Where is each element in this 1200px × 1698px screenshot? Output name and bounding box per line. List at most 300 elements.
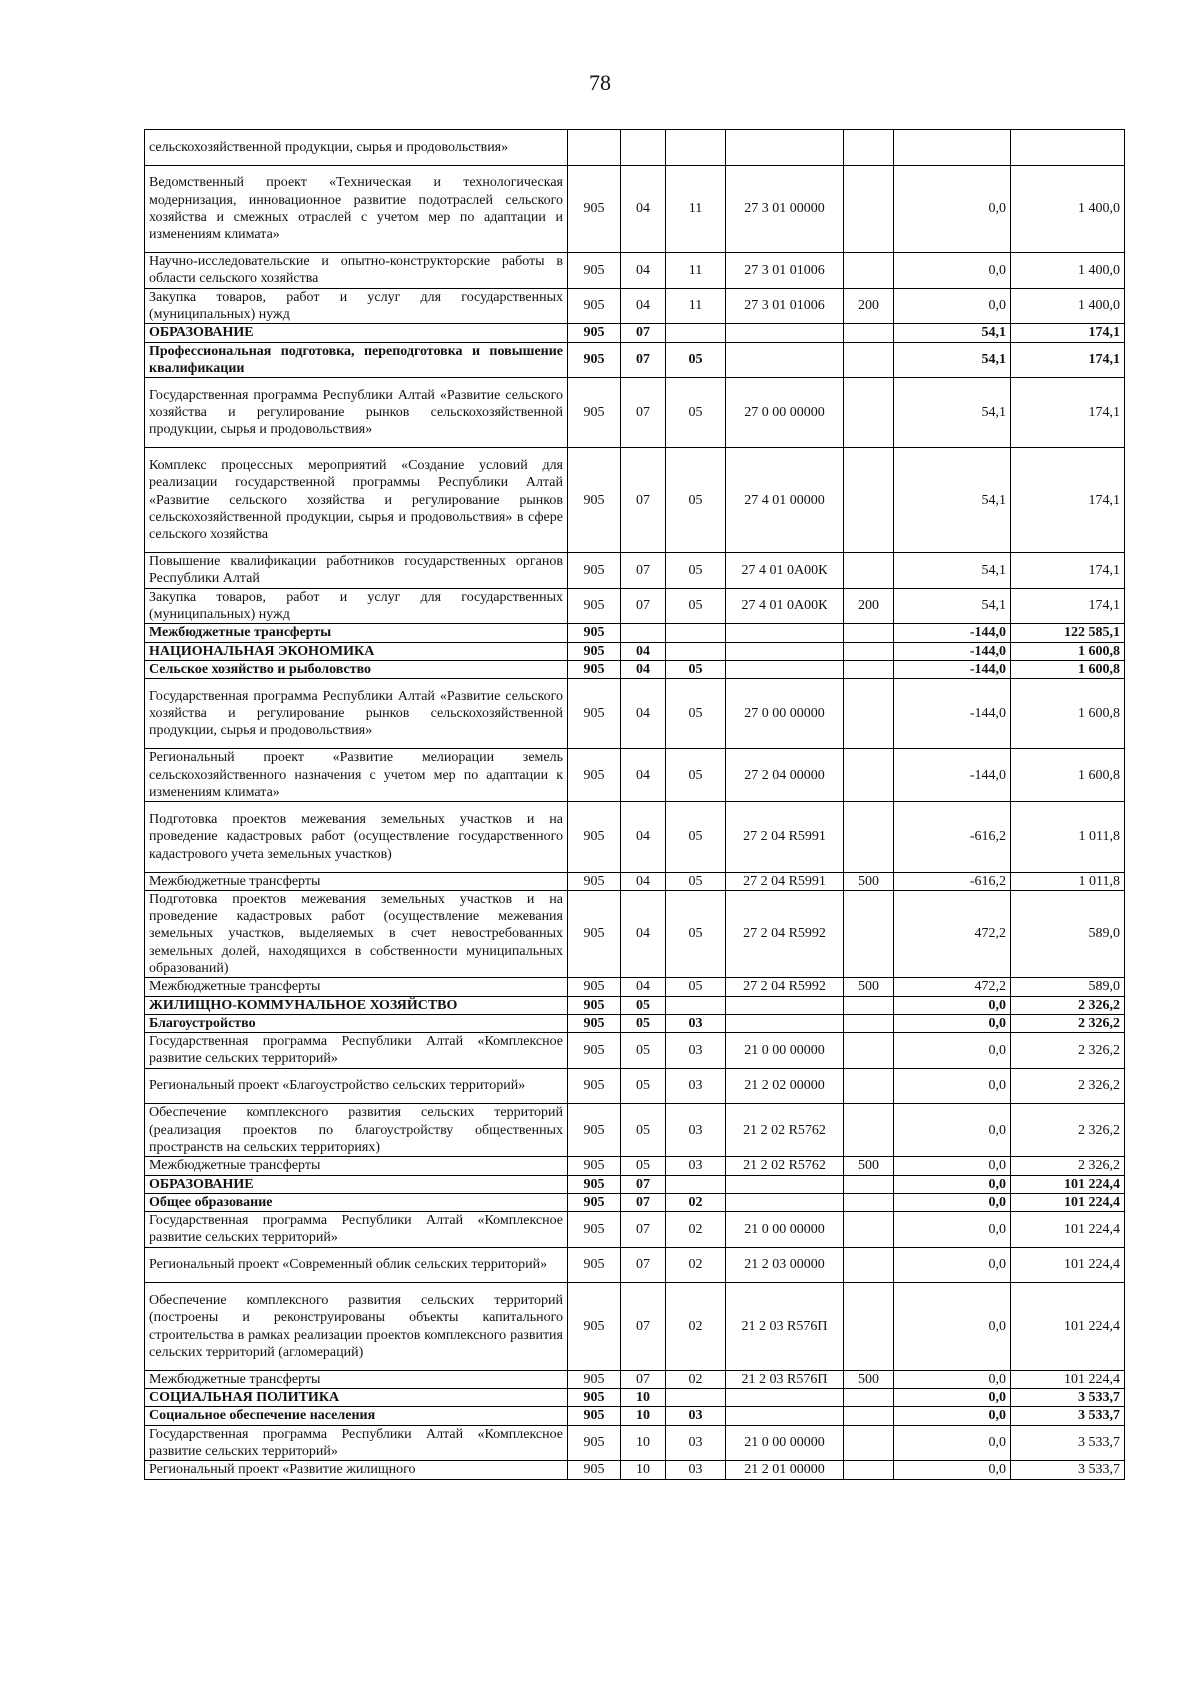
target-article-code: 27 4 01 00000 [726, 448, 844, 553]
section-code: 07 [621, 1212, 666, 1248]
amount-total: 3 533,7 [1011, 1407, 1125, 1425]
row-name: Межбюджетные трансферты [145, 624, 568, 642]
amount-total: 2 326,2 [1011, 1014, 1125, 1032]
target-article-code: 27 0 00 00000 [726, 378, 844, 448]
table-row [145, 1175, 1125, 1193]
target-article-code [726, 996, 844, 1014]
subsection-code: 05 [666, 749, 726, 802]
row-name: Региональный проект «Развитие жилищного [145, 1461, 568, 1479]
amount-change: -616,2 [894, 872, 1011, 890]
grbs-code: 905 [568, 553, 621, 589]
subsection-code: 05 [666, 588, 726, 624]
row-name: Межбюджетные трансферты [145, 1157, 568, 1175]
section-code [621, 130, 666, 166]
target-article-code [726, 324, 844, 342]
grbs-code: 905 [568, 1370, 621, 1388]
amount-change: 0,0 [894, 996, 1011, 1014]
section-code: 07 [621, 378, 666, 448]
section-code: 10 [621, 1461, 666, 1479]
grbs-code: 905 [568, 1247, 621, 1283]
subsection-code: 03 [666, 1014, 726, 1032]
row-name: Государственная программа Республики Алтай «Развитие сельского хозяйства и регулирование рынков сельскохозяйственной продукции, сырья и продовольствия» [145, 378, 568, 448]
expense-type-code [844, 1212, 894, 1248]
amount-total: 1 400,0 [1011, 253, 1125, 289]
target-article-code [726, 1407, 844, 1425]
row-name: Государственная программа Республики Алтай «Комплексное развитие сельских территорий» [145, 1212, 568, 1248]
expense-type-code [844, 253, 894, 289]
amount-total: 2 326,2 [1011, 996, 1125, 1014]
amount-total: 101 224,4 [1011, 1370, 1125, 1388]
section-code: 05 [621, 1068, 666, 1104]
grbs-code: 905 [568, 1193, 621, 1211]
expense-type-code [844, 1283, 894, 1371]
subsection-code: 02 [666, 1193, 726, 1211]
grbs-code: 905 [568, 996, 621, 1014]
subsection-code: 03 [666, 1068, 726, 1104]
row-name: ОБРАЗОВАНИЕ [145, 324, 568, 342]
table-row [145, 342, 1125, 378]
amount-total: 174,1 [1011, 588, 1125, 624]
grbs-code: 905 [568, 1425, 621, 1461]
expense-type-code [844, 1068, 894, 1104]
section-code: 07 [621, 1175, 666, 1193]
amount-change: 472,2 [894, 978, 1011, 996]
amount-total: 101 224,4 [1011, 1283, 1125, 1371]
amount-total: 589,0 [1011, 978, 1125, 996]
grbs-code: 905 [568, 1175, 621, 1193]
expense-type-code: 200 [844, 288, 894, 324]
amount-change: 0,0 [894, 288, 1011, 324]
grbs-code: 905 [568, 1389, 621, 1407]
grbs-code: 905 [568, 890, 621, 978]
grbs-code: 905 [568, 342, 621, 378]
subsection-code: 05 [666, 448, 726, 553]
row-name: Государственная программа Республики Алтай «Развитие сельского хозяйства и регулирование рынков сельскохозяйственной продукции, сырья и продовольствия» [145, 679, 568, 749]
amount-total: 3 533,7 [1011, 1389, 1125, 1407]
amount-total: 101 224,4 [1011, 1247, 1125, 1283]
amount-change: 0,0 [894, 165, 1011, 253]
subsection-code [666, 624, 726, 642]
target-article-code [726, 660, 844, 678]
table-row [145, 802, 1125, 872]
amount-change: 54,1 [894, 588, 1011, 624]
grbs-code: 905 [568, 1283, 621, 1371]
amount-change: 0,0 [894, 1425, 1011, 1461]
amount-change: -616,2 [894, 802, 1011, 872]
amount-change: -144,0 [894, 749, 1011, 802]
table-row [145, 1193, 1125, 1211]
expense-type-code [844, 448, 894, 553]
expense-type-code: 500 [844, 1157, 894, 1175]
expense-type-code [844, 1425, 894, 1461]
section-code: 07 [621, 1247, 666, 1283]
table-row [145, 165, 1125, 253]
target-article-code: 21 2 01 00000 [726, 1461, 844, 1479]
amount-total: 2 326,2 [1011, 1033, 1125, 1069]
grbs-code: 905 [568, 1157, 621, 1175]
target-article-code: 27 2 04 R5992 [726, 890, 844, 978]
subsection-code: 03 [666, 1033, 726, 1069]
section-code: 07 [621, 1370, 666, 1388]
table-row [145, 1389, 1125, 1407]
amount-change: -144,0 [894, 624, 1011, 642]
amount-total: 174,1 [1011, 324, 1125, 342]
target-article-code [726, 642, 844, 660]
target-article-code: 21 2 02 R5762 [726, 1157, 844, 1175]
amount-total: 2 326,2 [1011, 1157, 1125, 1175]
table-row [145, 1283, 1125, 1371]
expense-type-code [844, 553, 894, 589]
grbs-code: 905 [568, 1068, 621, 1104]
row-name: Подготовка проектов межевания земельных участков и на проведение кадастровых работ (осуществление межевания земельных участков, выделяемых в счет невостребованных земельных долей, находящихся в собственности муниципальных образований) [145, 890, 568, 978]
section-code: 10 [621, 1425, 666, 1461]
subsection-code: 03 [666, 1461, 726, 1479]
amount-change: 0,0 [894, 1104, 1011, 1157]
section-code: 04 [621, 978, 666, 996]
target-article-code: 27 0 00 00000 [726, 679, 844, 749]
target-article-code: 27 2 04 00000 [726, 749, 844, 802]
amount-total [1011, 130, 1125, 166]
row-name: Межбюджетные трансферты [145, 978, 568, 996]
target-article-code: 27 3 01 01006 [726, 288, 844, 324]
expense-type-code [844, 1193, 894, 1211]
target-article-code [726, 1389, 844, 1407]
subsection-code: 03 [666, 1104, 726, 1157]
grbs-code: 905 [568, 1014, 621, 1032]
target-article-code: 27 2 04 R5991 [726, 802, 844, 872]
target-article-code [726, 1014, 844, 1032]
table-row [145, 553, 1125, 589]
amount-change: 54,1 [894, 448, 1011, 553]
row-name: Обеспечение комплексного развития сельских территорий (построены и реконструированы объекты капитального строительства в рамках реализации проектов комплексного развития сельских территорий (агломераций) [145, 1283, 568, 1371]
amount-total: 1 600,8 [1011, 679, 1125, 749]
table-row [145, 448, 1125, 553]
section-code: 04 [621, 890, 666, 978]
grbs-code: 905 [568, 978, 621, 996]
section-code: 05 [621, 1157, 666, 1175]
target-article-code: 27 2 04 R5992 [726, 978, 844, 996]
section-code: 07 [621, 342, 666, 378]
amount-change: 0,0 [894, 1247, 1011, 1283]
section-code: 07 [621, 553, 666, 589]
amount-change: 0,0 [894, 1068, 1011, 1104]
amount-total: 1 011,8 [1011, 802, 1125, 872]
table-row [145, 1247, 1125, 1283]
expense-type-code [844, 749, 894, 802]
section-code: 07 [621, 448, 666, 553]
amount-total: 1 600,8 [1011, 749, 1125, 802]
expense-type-code [844, 1407, 894, 1425]
row-name: Межбюджетные трансферты [145, 1370, 568, 1388]
subsection-code: 02 [666, 1212, 726, 1248]
subsection-code: 05 [666, 553, 726, 589]
grbs-code: 905 [568, 802, 621, 872]
expense-type-code [844, 890, 894, 978]
target-article-code [726, 1175, 844, 1193]
amount-change: 0,0 [894, 1193, 1011, 1211]
amount-total: 174,1 [1011, 378, 1125, 448]
grbs-code: 905 [568, 1212, 621, 1248]
table-row [145, 1461, 1125, 1479]
table-row [145, 1212, 1125, 1248]
target-article-code: 27 3 01 00000 [726, 165, 844, 253]
grbs-code: 905 [568, 253, 621, 289]
subsection-code [666, 324, 726, 342]
grbs-code: 905 [568, 378, 621, 448]
expense-type-code [844, 1014, 894, 1032]
row-name: СОЦИАЛЬНАЯ ПОЛИТИКА [145, 1389, 568, 1407]
amount-total: 1 600,8 [1011, 660, 1125, 678]
target-article-code [726, 342, 844, 378]
amount-total: 3 533,7 [1011, 1461, 1125, 1479]
amount-change: 54,1 [894, 378, 1011, 448]
table-row [145, 324, 1125, 342]
expense-type-code [844, 802, 894, 872]
expense-type-code [844, 130, 894, 166]
section-code: 07 [621, 1193, 666, 1211]
target-article-code: 21 2 02 00000 [726, 1068, 844, 1104]
grbs-code: 905 [568, 1033, 621, 1069]
target-article-code: 21 2 03 00000 [726, 1247, 844, 1283]
table-row [145, 872, 1125, 890]
table-row [145, 749, 1125, 802]
amount-change: 0,0 [894, 253, 1011, 289]
table-row [145, 253, 1125, 289]
target-article-code: 21 0 00 00000 [726, 1033, 844, 1069]
row-name: Комплекс процессных мероприятий «Создание условий для реализации государственной программы Республики Алтай «Развитие сельского хозяйства и регулирование рынков сельскохозяйственной продукции, сырья и продовольствия» в сфере сельского хозяйства [145, 448, 568, 553]
grbs-code: 905 [568, 749, 621, 802]
amount-total: 1 011,8 [1011, 872, 1125, 890]
section-code: 10 [621, 1407, 666, 1425]
target-article-code: 21 0 00 00000 [726, 1212, 844, 1248]
subsection-code: 05 [666, 978, 726, 996]
amount-change [894, 130, 1011, 166]
section-code: 04 [621, 679, 666, 749]
grbs-code: 905 [568, 288, 621, 324]
row-name: Научно-исследовательские и опытно-конструкторские работы в области сельского хозяйства [145, 253, 568, 289]
target-article-code [726, 1193, 844, 1211]
subsection-code: 03 [666, 1407, 726, 1425]
table-row [145, 1425, 1125, 1461]
row-name: Закупка товаров, работ и услуг для государственных (муниципальных) нужд [145, 588, 568, 624]
table-row [145, 642, 1125, 660]
target-article-code: 21 0 00 00000 [726, 1425, 844, 1461]
subsection-code [666, 1175, 726, 1193]
target-article-code: 27 3 01 01006 [726, 253, 844, 289]
expense-type-code [844, 642, 894, 660]
table-row [145, 1104, 1125, 1157]
row-name: Благоустройство [145, 1014, 568, 1032]
amount-total: 1 600,8 [1011, 642, 1125, 660]
section-code: 04 [621, 749, 666, 802]
section-code: 04 [621, 872, 666, 890]
amount-change: 472,2 [894, 890, 1011, 978]
expense-type-code: 500 [844, 978, 894, 996]
table-row [145, 996, 1125, 1014]
table-row [145, 1407, 1125, 1425]
expense-type-code [844, 1104, 894, 1157]
subsection-code: 05 [666, 802, 726, 872]
expense-type-code [844, 660, 894, 678]
target-article-code [726, 624, 844, 642]
row-name: сельскохозяйственной продукции, сырья и продовольствия» [145, 130, 568, 166]
subsection-code: 11 [666, 288, 726, 324]
expense-type-code: 500 [844, 872, 894, 890]
table-row [145, 1068, 1125, 1104]
amount-change: 0,0 [894, 1175, 1011, 1193]
amount-change: 0,0 [894, 1033, 1011, 1069]
expense-type-code [844, 1247, 894, 1283]
amount-total: 3 533,7 [1011, 1425, 1125, 1461]
amount-change: -144,0 [894, 642, 1011, 660]
row-name: Ведомственный проект «Техническая и технологическая модернизация, инновационное развитие подотраслей сельского хозяйства и смежных отраслей с учетом мер по адаптации и изменениям климата» [145, 165, 568, 253]
amount-change: 0,0 [894, 1014, 1011, 1032]
subsection-code [666, 642, 726, 660]
grbs-code: 905 [568, 624, 621, 642]
row-name: Сельское хозяйство и рыболовство [145, 660, 568, 678]
row-name: Закупка товаров, работ и услуг для государственных (муниципальных) нужд [145, 288, 568, 324]
row-name: Социальное обеспечение населения [145, 1407, 568, 1425]
page-number: 78 [589, 70, 611, 95]
target-article-code: 27 4 01 0А00К [726, 588, 844, 624]
amount-change: 0,0 [894, 1389, 1011, 1407]
section-code: 07 [621, 324, 666, 342]
target-article-code: 21 2 03 R576П [726, 1283, 844, 1371]
subsection-code: 05 [666, 872, 726, 890]
amount-total: 174,1 [1011, 448, 1125, 553]
amount-change: 0,0 [894, 1407, 1011, 1425]
subsection-code [666, 130, 726, 166]
subsection-code [666, 1389, 726, 1407]
target-article-code: 21 2 02 R5762 [726, 1104, 844, 1157]
amount-total: 1 400,0 [1011, 288, 1125, 324]
section-code [621, 624, 666, 642]
target-article-code [726, 130, 844, 166]
subsection-code: 05 [666, 342, 726, 378]
row-name: Государственная программа Республики Алтай «Комплексное развитие сельских территорий» [145, 1033, 568, 1069]
grbs-code: 905 [568, 1104, 621, 1157]
row-name: Региональный проект «Развитие мелиорации земель сельскохозяйственного назначения с учетом мер по адаптации к изменениям климата» [145, 749, 568, 802]
amount-change: -144,0 [894, 660, 1011, 678]
expense-type-code [844, 1461, 894, 1479]
row-name: Региональный проект «Современный облик сельских территорий» [145, 1247, 568, 1283]
subsection-code: 11 [666, 165, 726, 253]
amount-change: -144,0 [894, 679, 1011, 749]
row-name: Профессиональная подготовка, переподготовка и повышение квалификации [145, 342, 568, 378]
grbs-code: 905 [568, 660, 621, 678]
row-name: Государственная программа Республики Алтай «Комплексное развитие сельских территорий» [145, 1425, 568, 1461]
amount-total: 2 326,2 [1011, 1068, 1125, 1104]
subsection-code: 02 [666, 1247, 726, 1283]
table-row [145, 978, 1125, 996]
row-name: Региональный проект «Благоустройство сельских территорий» [145, 1068, 568, 1104]
amount-total: 101 224,4 [1011, 1212, 1125, 1248]
row-name: ЖИЛИЩНО-КОММУНАЛЬНОЕ ХОЗЯЙСТВО [145, 996, 568, 1014]
subsection-code [666, 996, 726, 1014]
amount-total: 101 224,4 [1011, 1193, 1125, 1211]
expense-type-code: 500 [844, 1370, 894, 1388]
section-code: 04 [621, 288, 666, 324]
expense-type-code [844, 679, 894, 749]
amount-total: 101 224,4 [1011, 1175, 1125, 1193]
section-code: 05 [621, 1014, 666, 1032]
section-code: 10 [621, 1389, 666, 1407]
subsection-code: 11 [666, 253, 726, 289]
section-code: 04 [621, 253, 666, 289]
table-row [145, 679, 1125, 749]
table-row [145, 1157, 1125, 1175]
amount-total: 122 585,1 [1011, 624, 1125, 642]
grbs-code: 905 [568, 324, 621, 342]
grbs-code [568, 130, 621, 166]
expense-type-code: 200 [844, 588, 894, 624]
target-article-code: 21 2 03 R576П [726, 1370, 844, 1388]
table-row [145, 378, 1125, 448]
row-name: Обеспечение комплексного развития сельских территорий (реализация проектов по благоустройству общественных пространств на сельских территориях) [145, 1104, 568, 1157]
section-code: 04 [621, 642, 666, 660]
section-code: 04 [621, 165, 666, 253]
row-name: Межбюджетные трансферты [145, 872, 568, 890]
amount-change: 0,0 [894, 1461, 1011, 1479]
table-row [145, 588, 1125, 624]
section-code: 04 [621, 802, 666, 872]
section-code: 05 [621, 1033, 666, 1069]
table-row [145, 624, 1125, 642]
amount-total: 174,1 [1011, 553, 1125, 589]
subsection-code: 03 [666, 1157, 726, 1175]
table-row [145, 1033, 1125, 1069]
amount-change: 54,1 [894, 553, 1011, 589]
target-article-code: 27 2 04 R5991 [726, 872, 844, 890]
expense-type-code [844, 1175, 894, 1193]
row-name: ОБРАЗОВАНИЕ [145, 1175, 568, 1193]
amount-total: 1 400,0 [1011, 165, 1125, 253]
expense-type-code [844, 996, 894, 1014]
row-name: НАЦИОНАЛЬНАЯ ЭКОНОМИКА [145, 642, 568, 660]
section-code: 05 [621, 1104, 666, 1157]
amount-total: 2 326,2 [1011, 1104, 1125, 1157]
expense-type-code [844, 378, 894, 448]
subsection-code: 05 [666, 679, 726, 749]
expense-type-code [844, 1033, 894, 1069]
grbs-code: 905 [568, 872, 621, 890]
expense-type-code [844, 624, 894, 642]
section-code: 07 [621, 1283, 666, 1371]
table-row [145, 1014, 1125, 1032]
table-row [145, 1370, 1125, 1388]
target-article-code: 27 4 01 0А00К [726, 553, 844, 589]
amount-change: 54,1 [894, 324, 1011, 342]
expense-type-code [844, 1389, 894, 1407]
budget-table [144, 129, 1125, 1480]
row-name: Повышение квалификации работников государственных органов Республики Алтай [145, 553, 568, 589]
amount-change: 0,0 [894, 1370, 1011, 1388]
amount-total: 174,1 [1011, 342, 1125, 378]
section-code: 07 [621, 588, 666, 624]
grbs-code: 905 [568, 448, 621, 553]
amount-change: 0,0 [894, 1283, 1011, 1371]
table-row [145, 660, 1125, 678]
grbs-code: 905 [568, 1407, 621, 1425]
table-row [145, 890, 1125, 978]
amount-change: 54,1 [894, 342, 1011, 378]
subsection-code: 02 [666, 1283, 726, 1371]
table-row [145, 130, 1125, 166]
subsection-code: 05 [666, 660, 726, 678]
amount-total: 589,0 [1011, 890, 1125, 978]
amount-change: 0,0 [894, 1212, 1011, 1248]
grbs-code: 905 [568, 588, 621, 624]
